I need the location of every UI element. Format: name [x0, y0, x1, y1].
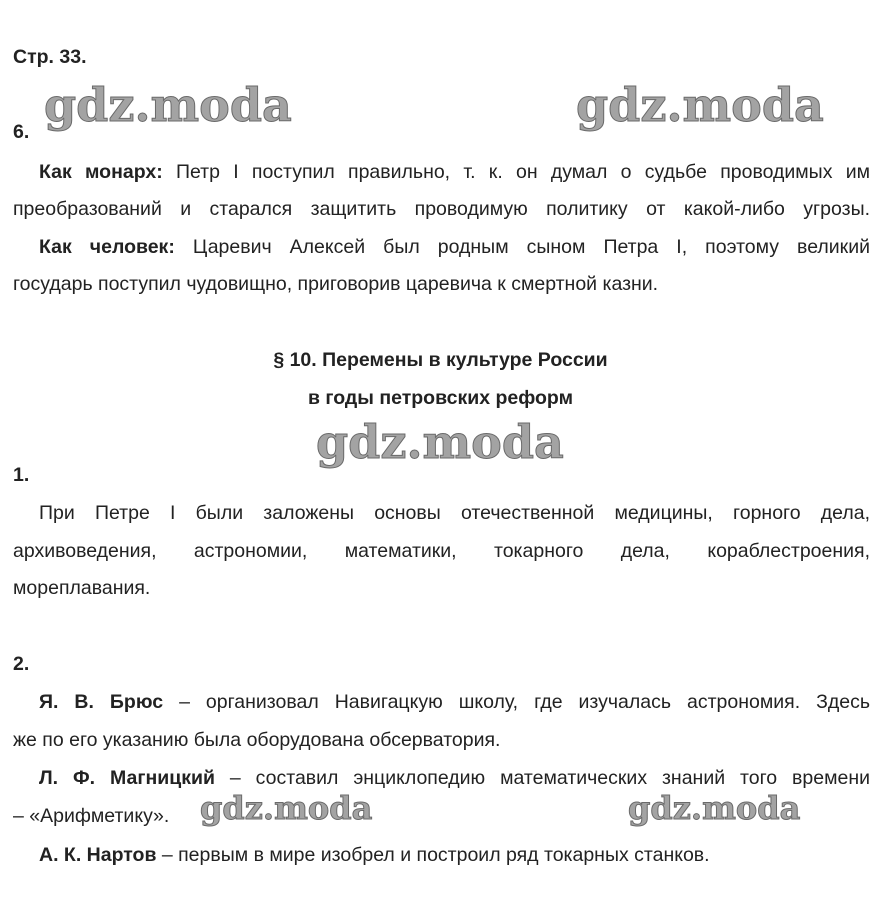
q2-magnitsky-line-1	[13, 766, 870, 790]
watermark-1: gdz.moda	[44, 78, 292, 132]
q1-line-2: архивоведения, астрономии, математики, токарного дела, кораблестроения,	[13, 540, 870, 562]
q6-monarch-line-2: преобразований и старался защитить проводимую политику от какой-либо угрозы.	[13, 198, 870, 220]
q6-monarch-line-1	[13, 160, 870, 184]
section-title-line-2: в годы петровских реформ	[307, 387, 574, 409]
q1-line-3: мореплавания.	[13, 577, 151, 599]
human-label: Как человек:	[39, 236, 175, 258]
q6-human-line-2: государь поступил чудовищно, приговорив царевича к смертной казни.	[13, 273, 659, 295]
magnitsky-label: Л. Ф. Магницкий	[39, 767, 215, 789]
watermark-3: gdz.moda	[316, 415, 564, 469]
question-1-number: 1.	[13, 464, 30, 486]
question-6-number: 6.	[13, 121, 30, 143]
magnitsky-text-1: – составил энциклопедию математических знаний того времени	[229, 767, 871, 789]
bruce-label: Я. В. Брюс	[39, 691, 164, 713]
bruce-text-1: – организовал Навигацкую школу, где изучалась астрономия. Здесь	[179, 691, 871, 713]
nartov-label: А. К. Нартов	[39, 844, 157, 866]
question-2-number: 2.	[13, 653, 30, 675]
q1-line-1-text: При Петре I были заложены основы отечественной медицины, горного дела,	[39, 502, 870, 524]
section-title-line-1: § 10. Перемены в культуре России	[273, 349, 608, 371]
q6-human-line-1	[13, 235, 870, 259]
monarch-text-1: Петр I поступил правильно, т. к. он думал о судьбе проводимых им	[175, 161, 871, 183]
monarch-label: Как монарх:	[39, 161, 163, 183]
q2-magnitsky-line-2: – «Арифметику».	[13, 805, 170, 827]
q2-bruce-line-1	[13, 690, 870, 714]
human-text-1: Царевич Алексей был родным сыном Петра I, поэтому великий	[192, 236, 870, 258]
watermark-5: gdz.moda	[628, 789, 801, 827]
nartov-text-1: – первым в мире изобрел и построил ряд токарных станков.	[161, 844, 710, 866]
watermark-2: gdz.moda	[576, 78, 824, 132]
q2-bruce-line-2: же по его указанию была оборудована обсерватория.	[13, 729, 501, 751]
q2-nartov-line-1	[39, 843, 710, 867]
watermark-4: gdz.moda	[200, 789, 373, 827]
q1-line-1	[13, 501, 870, 525]
page-label: Стр. 33.	[13, 46, 87, 68]
